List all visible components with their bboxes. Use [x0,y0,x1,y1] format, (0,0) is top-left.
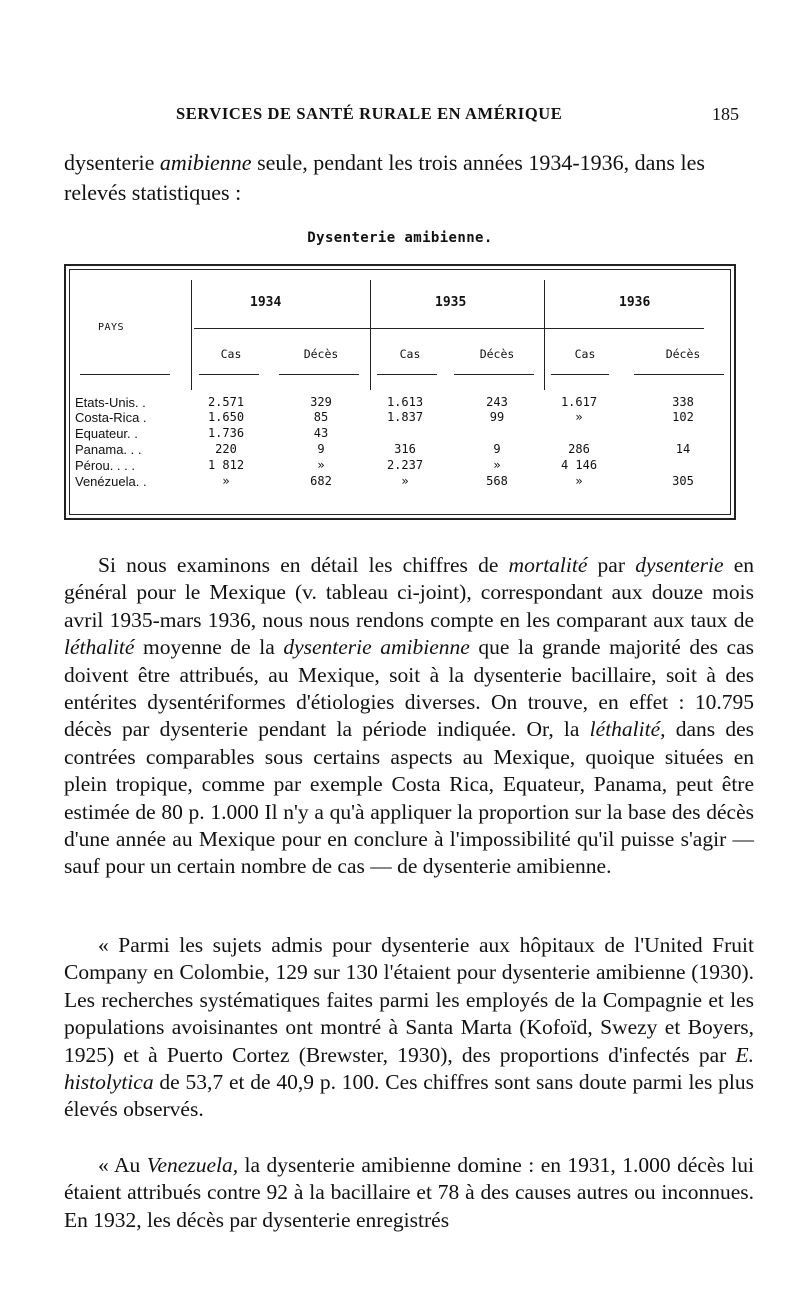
table-cell: 1 812 [207,458,245,472]
table-cell: » [222,474,230,488]
intro-paragraph: dysenterie amibienne seule, pendant les trois années 1934-1936, dans les relevés statistiques : [64,150,705,205]
deaths-column-header: Décès [665,347,701,361]
table-cell: 85 [313,410,329,424]
table-cell: 568 [486,474,508,488]
table-divider [80,374,170,375]
page-header [0,104,800,132]
table-cell: 1.736 [207,426,245,440]
table-cell: 102 [672,410,694,424]
deaths-column-header: Décès [303,347,339,361]
cases-column-header: Cas [399,347,421,361]
table-cell: 9 [493,442,501,456]
table-divider [377,374,437,375]
table-cell: 2.237 [386,458,424,472]
table-divider [194,328,704,329]
year-header: 1936 [619,295,651,310]
cases-column-header: Cas [220,347,242,361]
table-divider [454,374,534,375]
table-cell: 305 [672,474,694,488]
table-cell: 329 [310,395,332,409]
table-cell: 2.571 [207,395,245,409]
table-cell: 243 [486,395,508,409]
cases-column-header: Cas [574,347,596,361]
body-paragraph: « Au Venezuela, la dysenterie amibienne domine : en 1931, 1.000 décès lui étaient attribués contre 92 à la bacillaire et 78 à des causes autres ou inconnues. En 1932, les décès par dysenterie enregistrés [64,1153,754,1232]
table-row-country: Costa-Rica . [75,410,147,425]
table-caption: Dysenterie amibienne. [307,230,493,246]
table-divider [199,374,259,375]
country-column-header: PAYS [97,322,125,333]
running-title: SERVICES DE SANTÉ RURALE EN AMÉRIQUE [176,104,563,123]
table-cell: 99 [489,410,505,424]
table-row-country: Venézuela. . [75,474,147,489]
table-cell: » [575,474,583,488]
body-paragraph: Si nous examinons en détail les chiffres de mortalité par dysenterie en général pour le Mexique (v. tableau ci-joint), correspondant aux douze mois avril 1935-mars 1936, nous nous rendons compte en les comparant aux taux de léthalité moyenne de la dysenterie amibienne que la grande majorité des cas doivent être attribués, au Mexique, soit à la dysenterie bacillaire, soit à des entérites dysentériformes d'étiologies diverses. On trouve, en effet : 10.795 décès par dysenterie pendant la période indiquée. Or, la léthalité, dans des contrées comparables sous certains aspects au Mexique, quoique situées en plein tropique, comme par exemple Costa Rica, Equateur, Panama, peut être estimée de 80 p. 1.000 Il n'y a qu'à appliquer la proportion sur la base des décès d'une année au Mexique pour en conclure à l'impossibilité qu'il puisse s'agir — sauf pour un certain nombre de cas — de dysenterie amibienne. [64,553,755,879]
table-cell: » [317,458,325,472]
year-header: 1935 [435,295,467,310]
body-paragraph: « Parmi les sujets admis pour dysenterie aux hôpitaux de l'United Fruit Company en Colombie, 129 sur 130 l'étaient pour dysenterie amibienne (1930). Les recherches systématiques faites parmi les employés de la Compagnie et les populations avoisinantes ont montré à Santa Marta (Kofoïd, Swezy et Boyers, 1925) et à Puerto Cortez (Brewster, 1930), des proportions d'infectés par E. histolytica de 53,7 et de 40,9 p. 100. Ces chiffres sont sans doute parmi les plus élevés observés. [64,933,754,1122]
table-cell: 682 [310,474,332,488]
table-cell: » [401,474,409,488]
table-cell: 338 [672,395,694,409]
table-cell: 14 [675,442,691,456]
table-row-country: Panama. . . [75,442,142,457]
table-divider [544,280,545,390]
table-divider [191,280,192,390]
table-cell: 4 146 [560,458,598,472]
deaths-column-header: Décès [479,347,515,361]
table-cell: 286 [568,442,590,456]
table-cell: 316 [394,442,416,456]
table-row-country: Equateur. . [75,426,138,441]
table-divider [279,374,359,375]
table-divider [551,374,609,375]
table-cell: 1.613 [386,395,424,409]
page-number: 185 [712,104,739,124]
table-cell: 9 [317,442,325,456]
table-cell: » [493,458,501,472]
table-cell: 1.617 [560,395,598,409]
table-cell: » [575,410,583,424]
table-cell: 1.837 [386,410,424,424]
table-cell: 1.650 [207,410,245,424]
table-divider [370,280,371,390]
statistics-table [64,264,736,520]
table-cell: 220 [215,442,237,456]
table-row-country: Etats-Unis. . [75,395,146,410]
table-row-country: Pérou. . . . [75,458,135,473]
table-divider [634,374,724,375]
table-cell: 43 [313,426,329,440]
year-header: 1934 [250,295,282,310]
